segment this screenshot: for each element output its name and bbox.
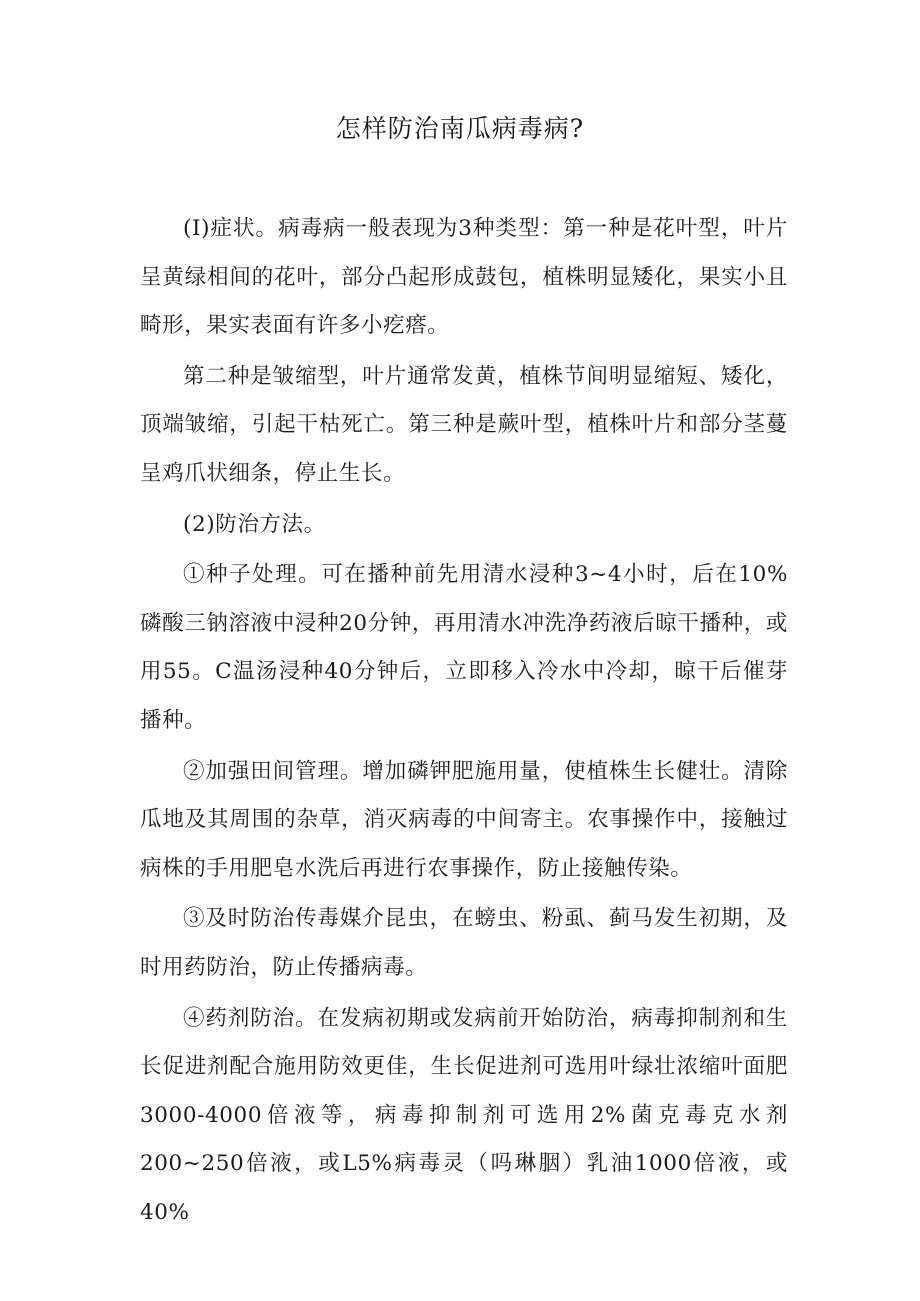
paragraph-methods-heading: (2)防治方法。 bbox=[183, 511, 326, 537]
document-body bbox=[140, 205, 788, 1239]
paragraph-seed-treatment: ①种子处理。可在播种前先用清水浸种3~4小时，后在10%磷酸三钠溶液中浸种20分钟，再用清水冲洗净药液后晾干播种，或用55。C温汤浸种40分钟后，立即移入冷水中冷却，晾干后催芽播种。 bbox=[140, 562, 788, 733]
paragraph-chemical-control: ④药剂防治。在发病初期或发病前开始防治，病毒抑制剂和生长促进剂配合施用防效更佳，生长促进剂可选用叶绿壮浓缩叶面肥3000-4000倍液等，病毒抑制剂可选用2%菌克毒克水剂200~250倍液，或L5%病毒灵（吗琳胭）乳油1000倍液，或40% bbox=[140, 1005, 788, 1225]
paragraph-insect-control: ③及时防治传毒媒介昆虫，在螃虫、粉虱、蓟马发生初期，及时用药防治，防止传播病毒。 bbox=[140, 906, 788, 980]
paragraph-symptoms: (I)症状。病毒病一般表现为3种类型：第一种是花叶型，叶片呈黄绿相间的花叶，部分凸起形成鼓包，植株明显矮化，果实小且畸形，果实表面有许多小疙瘩。 bbox=[140, 216, 788, 339]
document-title: 怎样防治南瓜病毒病? bbox=[335, 114, 585, 143]
paragraph-field-management: ②加强田间管理。增加磷钾肥施用量，使植株生长健壮。清除瓜地及其周围的杂草，消灭病毒的中间寄主。农事操作中，接触过病株的手用肥皂水洗后再进行农事操作，防止接触传染。 bbox=[140, 758, 788, 881]
paragraph-types: 第二种是皱缩型，叶片通常发黄，植株节间明显缩短、矮化，顶端皱缩，引起干枯死亡。第三种是蕨叶型，植株叶片和部分茎蔓呈鸡爪状细条，停止生长。 bbox=[140, 363, 788, 486]
